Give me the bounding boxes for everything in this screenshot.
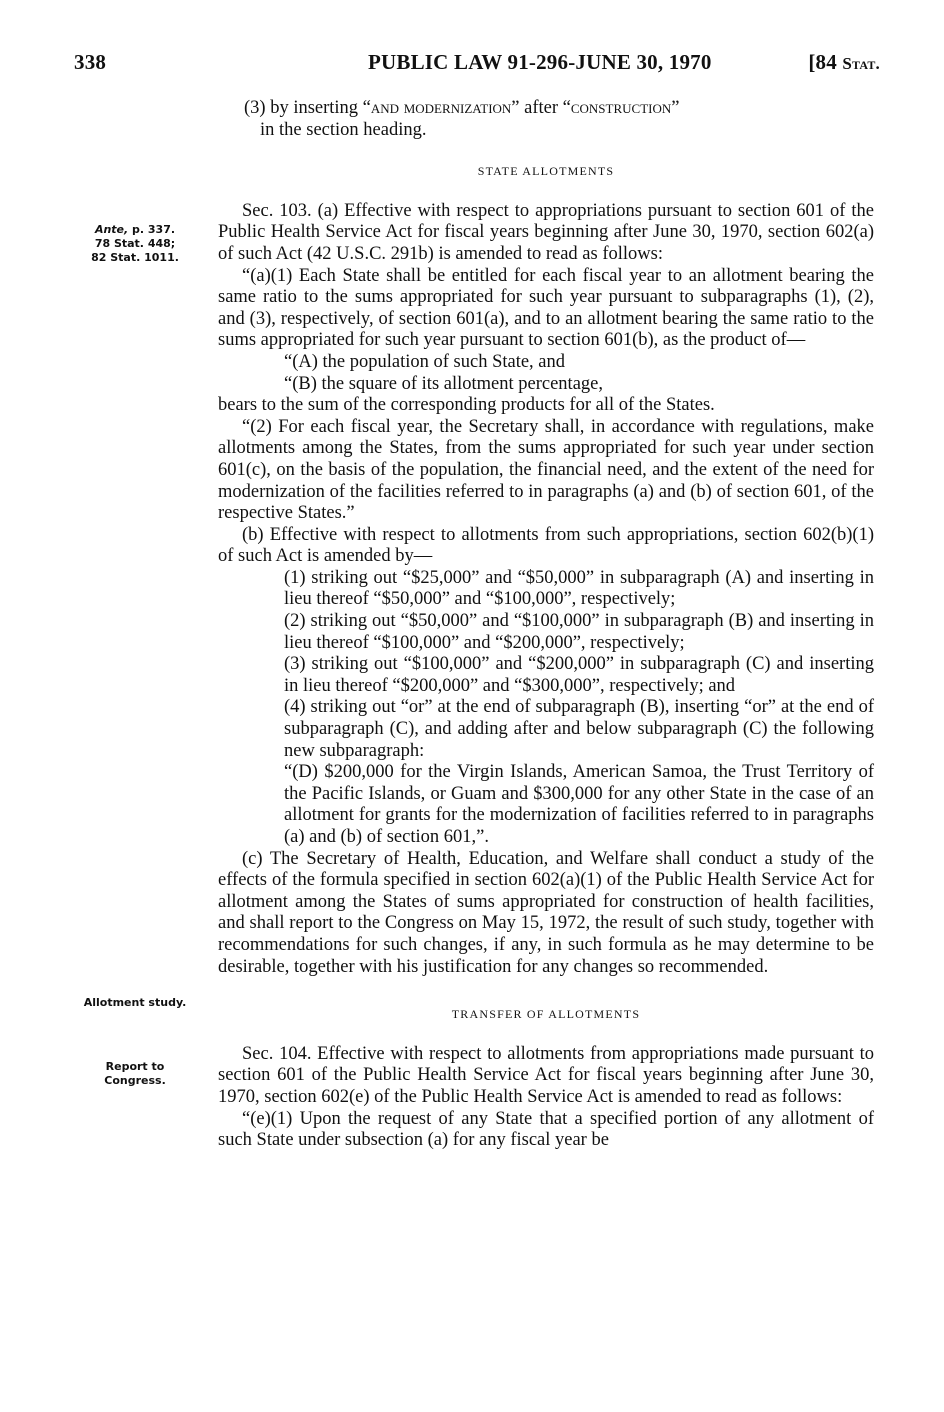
bears-clause: bears to the sum of the corresponding products for all of the States. [218, 395, 715, 416]
section-103c: (c) The Secretary of Health, Education, and Welfare shall conduct a study of the effects of the formula specified in section 602(a)(1) of the Public Health Service Act for allotment among the States of sums appropriated for construction of health facilities, and shall report to the Congress on May 15, 1972, the result of such study, together with recommendations for such changes, if any, in such formula as he may determine to be desirable, together with his justification for any changes so recommended. [218, 848, 874, 977]
section-602a1: “(a)(1) Each State shall be entitled for each fiscal year to an allotment bearing the same ratio to the sums appropriated for such year pursuant to subparagraphs (1), (2), and (3), respectively, of section 601(a), and to an allotment bearing the same ratio to the sums appropriated for such year pursuant to section 601(b), as the product of— [218, 265, 874, 351]
section-602a1B: “(B) the square of its allotment percentage, [284, 373, 603, 394]
statute-reference [808, 50, 880, 75]
heading-state-allotments: STATE ALLOTMENTS [477, 164, 615, 179]
stat-word: Stat. [842, 54, 880, 73]
report-to-line-2: Congress. [104, 1074, 166, 1087]
amendment-item-3: (3) by inserting “and modernization” after “construction” [244, 98, 680, 118]
amendment-b3: (3) striking out “$100,000” and “$200,000” in subparagraph (C) and inserting in lieu thereof “$200,000” and “$300,000”, respectively; and [284, 654, 874, 696]
ante-word: Ante, [94, 223, 129, 236]
amendment-b2: (2) striking out “$50,000” and “$100,000” in subparagraph (B) and inserting in lieu thereof “$100,000” and “$200,000”, respectively; [284, 611, 874, 653]
amendment-b1: (1) striking out “$25,000” and “$50,000” in subparagraph (A) and inserting in lieu thereof “$50,000” and “$100,000”, respectively; [284, 567, 874, 610]
section-103b: (b) Effective with respect to allotments from such appropriations, section 602(b)(1) of such Act is amended by— [218, 524, 874, 567]
section-602e1: “(e)(1) Upon the request of any State that a specified portion of any allotment of such State under subsection (a) for any fiscal year be [218, 1108, 874, 1151]
page-header [74, 50, 880, 86]
page-number: 338 [74, 50, 107, 74]
margin-note-allotment-study: Allotment study. [83, 996, 187, 1009]
stat-ref-1: 78 Stat. 448; [94, 237, 176, 250]
stat-prefix: [84 [808, 50, 843, 74]
new-subparagraph-D: “(D) $200,000 for the Virgin Islands, American Samoa, the Trust Territory of the Pacific Islands, or Guam and $300,000 for any other State in the case of an allotment for grants for the modernization of facilities referred to in paragraphs (a) and (b) of section 601,”. [284, 762, 874, 847]
margin-note-report-to-congress [60, 1060, 210, 1088]
ante-page: p. 337. [128, 223, 176, 236]
section-602a1A: “(A) the population of such State, and [284, 351, 566, 372]
section-103: Sec. 103. (a) Effective with respect to appropriations pursuant to section 601 of the Public Health Service Act for fiscal years beginning after June 30, 1970, section 602(a) of such Act (42 U.S.C. 291b) is amended to read as follows: [218, 200, 874, 264]
heading-transfer-of-allotments: TRANSFER OF ALLOTMENTS [451, 1007, 641, 1022]
report-to-line-1: Report to [105, 1060, 165, 1073]
stat-ref-2: 82 Stat. 1011. [91, 251, 179, 264]
section-602a2: “(2) For each fiscal year, the Secretary shall, in accordance with regulations, make allotments among the States, from the sums appropriated for such year under section 601(c), on the basis of the population, the financial need, and the extent of the need for modernization of the facilities referred to in paragraphs (a) and (b) of section 601, of the respective States.” [218, 416, 874, 524]
page-title: PUBLIC LAW 91-296-JUNE 30, 1970 [368, 50, 712, 74]
margin-note-references [60, 223, 210, 265]
section-104: Sec. 104. Effective with respect to allotments from appropriations made pursuant to section 601 of the Public Health Service Act for fiscal years beginning after June 30, 1970, section 602(e) of the Public Health Service Act is amended to read as follows: [218, 1043, 874, 1107]
main-text [218, 98, 874, 1152]
amendment-item-3-tail: in the section heading. [260, 119, 427, 140]
amendment-b4: (4) striking out “or” at the end of subparagraph (B), inserting “or” at the end of subparagraph (C), and adding after and below subparagraph (C) the following new subparagraph: [284, 697, 874, 761]
